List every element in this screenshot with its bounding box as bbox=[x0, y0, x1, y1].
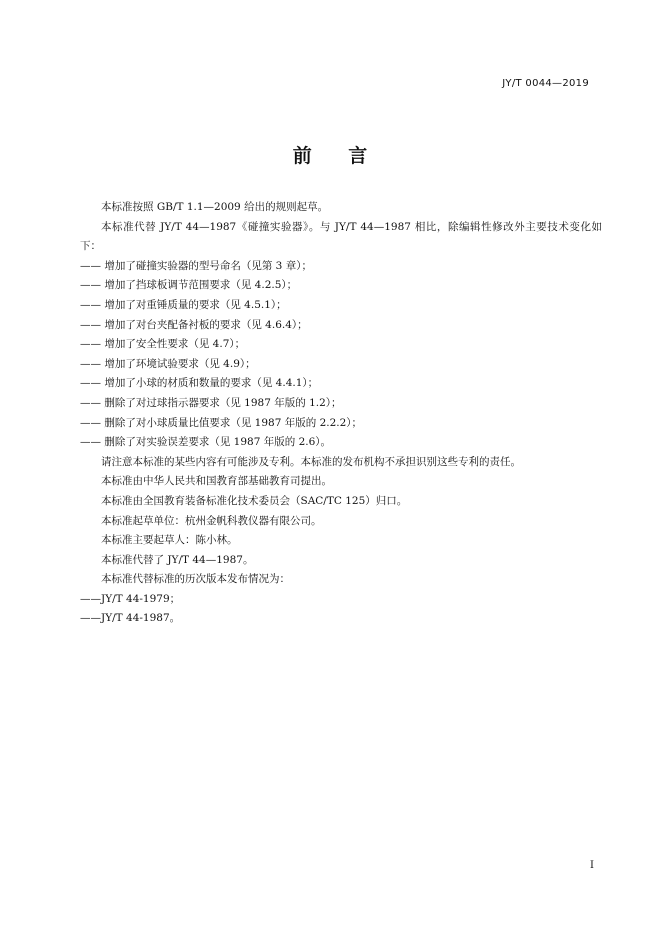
change-item: —— 增加了挡球板调节范围要求（见 4.2.5）； bbox=[80, 279, 298, 292]
change-item: —— 增加了安全性要求（见 4.7）； bbox=[80, 338, 246, 351]
standard-code: JY/T 0044—2019 bbox=[502, 78, 589, 89]
change-item: —— 增加了环境试验要求（见 4.9）； bbox=[80, 357, 256, 370]
body-paragraph: 本标准由全国教育装备标准化技术委员会（SAC/TC 125）归口。 bbox=[101, 494, 408, 507]
foreword-body bbox=[80, 198, 602, 629]
change-item: —— 增加了对台夹配备衬板的要求（见 4.6.4）； bbox=[80, 318, 308, 331]
body-paragraph: 本标准代替了 JY/T 44—1987。 bbox=[101, 553, 254, 566]
change-item: —— 删除了对过球指示器要求（见 1987 年版的 1.2）； bbox=[80, 396, 342, 409]
body-paragraph: 请注意本标准的某些内容有可能涉及专利。本标准的发布机构不承担识别这些专利的责任。 bbox=[101, 455, 521, 468]
change-item: —— 增加了碰撞实验器的型号命名（见第 3 章）； bbox=[80, 259, 312, 272]
page-number: I bbox=[590, 860, 594, 871]
intro-paragraph: 本标准代替 JY/T 44—1987《碰撞实验器》。与 JY/T 44—1987 相比，除编辑性修改外主要技术变化如下： bbox=[80, 220, 602, 253]
change-item: —— 增加了对重锤质量的要求（见 4.5.1）； bbox=[80, 298, 287, 311]
change-item: —— 删除了对实验误差要求（见 1987 年版的 2.6）。 bbox=[80, 436, 332, 449]
body-paragraph: 本标准代替标准的历次版本发布情况为： bbox=[101, 573, 290, 586]
change-item: —— 删除了对小球质量比值要求（见 1987 年版的 2.2.2）； bbox=[80, 416, 363, 429]
page-title: 前 言 bbox=[292, 145, 370, 167]
change-item: —— 增加了小球的材质和数量的要求（见 4.4.1）； bbox=[80, 377, 319, 390]
body-paragraph: 本标准起草单位：杭州金帆科教仪器有限公司。 bbox=[101, 514, 322, 527]
history-item: ——JY/T 44-1979； bbox=[80, 592, 181, 605]
body-paragraph: 本标准主要起草人：陈小林。 bbox=[101, 534, 238, 547]
body-paragraph: 本标准由中华人民共和国教育部基础教育司提出。 bbox=[101, 475, 332, 488]
history-item: ——JY/T 44-1987。 bbox=[80, 612, 181, 625]
intro-paragraph: 本标准按照 GB/T 1.1—2009 给出的规则起草。 bbox=[101, 201, 329, 213]
